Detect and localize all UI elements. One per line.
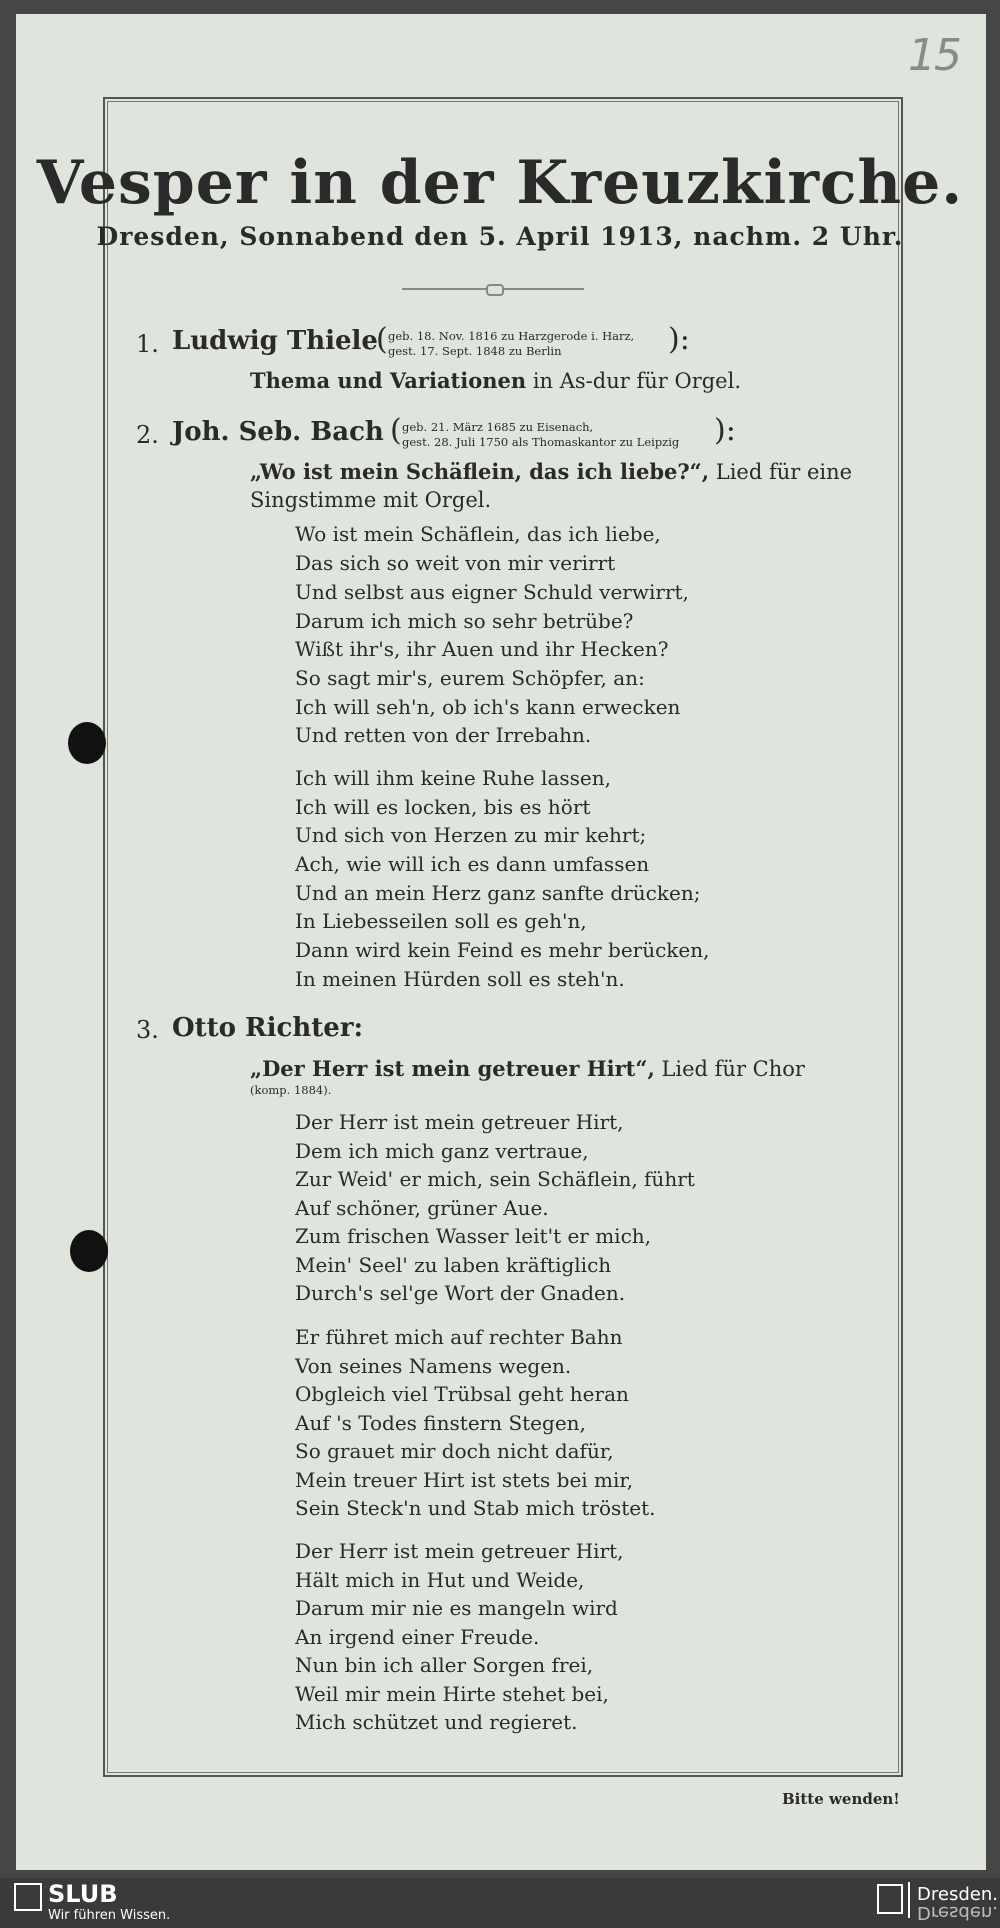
page-subtitle: Dresden, Sonnabend den 5. April 1913, nachm. 2 Uhr.: [96, 222, 904, 251]
verse-line: Das sich so weit von mir verirrt: [295, 551, 616, 575]
verse-line: Wißt ihr's, ihr Auen und ihr Hecken?: [295, 637, 669, 661]
verse-line: Darum mir nie es mangeln wird: [295, 1596, 618, 1620]
page-title: Vesper in der Kreuzkirche.: [36, 148, 964, 218]
verse-line: Und an mein Herz ganz sanfte drücken;: [295, 881, 701, 905]
verse-line: Und sich von Herzen zu mir kehrt;: [295, 823, 647, 847]
paren-close: ):: [714, 413, 736, 448]
verse-line: Ich will es locken, bis es hört: [295, 795, 591, 819]
verse-line: Auf schöner, grüner Aue.: [295, 1196, 549, 1220]
city-name[interactable]: Dresden.: [917, 1884, 998, 1905]
paren-open: (: [376, 322, 388, 357]
verse-line: Der Herr ist mein getreuer Hirt,: [295, 1539, 624, 1563]
composer-life-dates: geb. 21. März 1685 zu Eisenach, gest. 28. Juli 1750 als Thomaskantor zu Leipzig: [402, 420, 680, 449]
verse-line: So sagt mir's, eurem Schöpfer, an:: [295, 666, 645, 690]
verse-line: So grauet mir doch nicht dafür,: [295, 1439, 614, 1463]
turn-page-note: Bitte wenden!: [782, 1790, 900, 1808]
verse-line: Darum ich mich so sehr betrübe?: [295, 609, 634, 633]
verse-line: Ich will seh'n, ob ich's kann erwecken: [295, 695, 681, 719]
verse-line: Der Herr ist mein getreuer Hirt,: [295, 1110, 624, 1134]
verse-line: Obgleich viel Trübsal geht heran: [295, 1382, 629, 1406]
verse-line: Mein treuer Hirt ist stets bei mir,: [295, 1468, 634, 1492]
verse-line: Von seines Namens wegen.: [295, 1354, 572, 1378]
item-number: 2.: [136, 421, 159, 449]
punch-hole: [70, 1230, 108, 1272]
verse-line: Durch's sel'ge Wort der Gnaden.: [295, 1281, 626, 1305]
verse-line: Er führet mich auf rechter Bahn: [295, 1325, 623, 1349]
verse-line: Dann wird kein Feind es mehr berücken,: [295, 938, 710, 962]
verse-line: Ich will ihm keine Ruhe lassen,: [295, 766, 611, 790]
composer-name: Ludwig Thiele: [172, 326, 378, 356]
library-name[interactable]: SLUB: [48, 1880, 118, 1908]
work-title-line2: Singstimme mit Orgel.: [250, 488, 492, 512]
verse-line: Auf 's Todes finstern Stegen,: [295, 1411, 586, 1435]
verse-line: Nun bin ich aller Sorgen frei,: [295, 1653, 594, 1677]
verse-line: Dem ich mich ganz vertraue,: [295, 1139, 589, 1163]
verse-line: In Liebesseilen soll es geh'n,: [295, 909, 587, 933]
verse-line: Zum frischen Wasser leit't er mich,: [295, 1224, 652, 1248]
verse-line: Hält mich in Hut und Weide,: [295, 1568, 585, 1592]
verse-line: Wo ist mein Schäflein, das ich liebe,: [295, 522, 661, 546]
slub-logo-icon[interactable]: [14, 1883, 42, 1911]
work-title: Thema und Variationen in As-dur für Orgel.: [250, 368, 741, 393]
dresden-crest-icon[interactable]: [877, 1884, 903, 1914]
composer-name: Otto Richter:: [172, 1013, 364, 1043]
library-tagline: Wir führen Wissen.: [48, 1908, 171, 1923]
divider-ornament: [486, 284, 504, 296]
verse-line: Mein' Seel' zu laben kräftiglich: [295, 1253, 612, 1277]
verse-line: Zur Weid' er mich, sein Schäflein, führt: [295, 1167, 695, 1191]
composer-name: Joh. Seb. Bach: [172, 417, 384, 447]
punch-hole: [68, 722, 106, 764]
work-title: „Der Herr ist mein getreuer Hirt“, Lied für Chor: [250, 1056, 805, 1081]
item-number: 1.: [136, 330, 159, 358]
logo-separator: [908, 1882, 910, 1918]
verse-line: Und retten von der Irrebahn.: [295, 723, 592, 747]
paren-open: (: [390, 413, 402, 448]
verse-line: Ach, wie will ich es dann umfassen: [295, 852, 650, 876]
page-number: 15: [908, 30, 960, 81]
verse-line: Und selbst aus eigner Schuld verwirrt,: [295, 580, 689, 604]
verse-line: Mich schützet und regieret.: [295, 1710, 578, 1734]
verse-line: Sein Steck'n und Stab mich tröstet.: [295, 1496, 656, 1520]
verse-line: An irgend einer Freude.: [295, 1625, 540, 1649]
verse-line: Weil mir mein Hirte stehet bei,: [295, 1682, 609, 1706]
composer-life-dates: geb. 18. Nov. 1816 zu Harzgerode i. Harz, gest. 17. Sept. 1848 zu Berlin: [388, 329, 635, 358]
verse-line: In meinen Hürden soll es steh'n.: [295, 967, 625, 991]
work-title: „Wo ist mein Schäflein, das ich liebe?“, Lied für eine: [250, 459, 853, 484]
city-name-reflection: Dresden.: [917, 1902, 998, 1923]
item-number: 3.: [136, 1016, 159, 1044]
paren-close: ):: [668, 322, 690, 357]
work-note: (komp. 1884).: [250, 1083, 332, 1097]
